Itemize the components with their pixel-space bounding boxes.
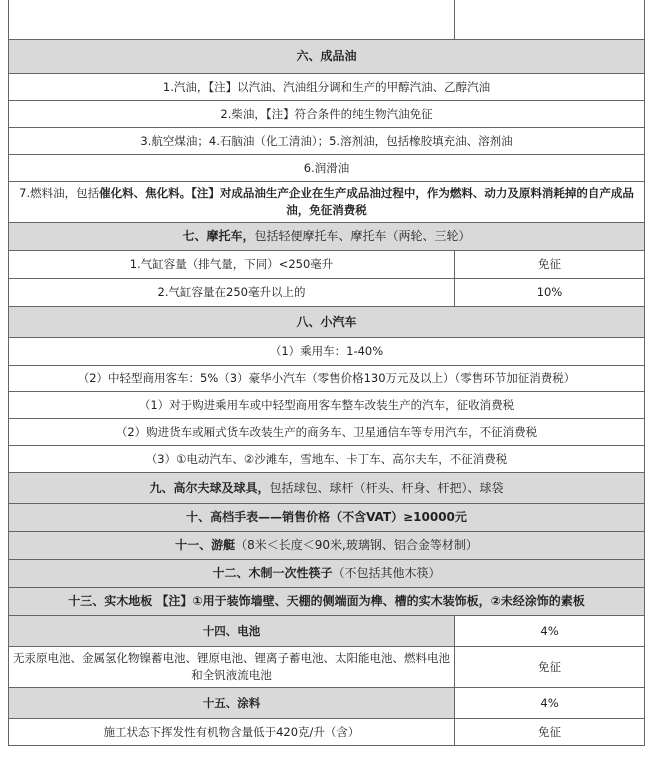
blank-cell	[455, 0, 645, 40]
section-title-bold: 十一、游艇	[175, 538, 236, 552]
section-header-8	[9, 307, 645, 338]
table-row	[9, 182, 645, 223]
section-title-note: 包括轻便摩托车、摩托车（两轮、三轮）	[254, 229, 471, 243]
section-title: 十、高档手表——销售价格（不含VAT）≥10000元	[9, 504, 645, 532]
table-row	[9, 419, 645, 446]
section-header-12	[9, 560, 645, 588]
consumption-tax-table	[8, 0, 645, 746]
section-title: 十三、实木地板 【注】①用于装饰墙壁、天棚的侧端面为榫、槽的实木装饰板，②未经涂饰的素板	[9, 588, 645, 616]
table-row	[9, 647, 645, 688]
row-text: （3）①电动汽车、②沙滩车，雪地车、卡丁车、高尔夫车，不征消费税	[9, 446, 645, 473]
item-label: 无汞原电池、金属氢化物镍蓄电池、锂原电池、锂离子蓄电池、太阳能电池、燃料电池和全钒液流电池	[9, 647, 455, 688]
table-row	[9, 366, 645, 392]
table-row	[9, 155, 645, 182]
section-title-note: 包括球包、球杆（杆头、杆身、杆把）、球袋	[269, 480, 504, 495]
section-title-note: （8米＜长度＜90米,玻璃钢、铝合金等材制）	[235, 538, 478, 552]
section-title-note: （不包括其他木筷）	[332, 566, 441, 580]
row-text	[9, 182, 645, 223]
section-title-bold: 九、高尔夫球及球具，	[149, 480, 270, 495]
tax-rate: 免征	[455, 719, 645, 746]
section-title	[9, 532, 645, 560]
top-partial-row	[9, 0, 645, 40]
section-title	[9, 560, 645, 588]
section-title-bold: 十二、木制一次性筷子	[212, 566, 333, 580]
tax-rate: 4%	[455, 688, 645, 719]
section-title-bold: 七、摩托车，	[182, 229, 255, 243]
section-header-10	[9, 504, 645, 532]
row-text: 3.航空煤油；4.石脑油（化工清油）；5.溶剂油，包括橡胶填充油、溶剂油	[9, 128, 645, 155]
section-title	[9, 223, 645, 251]
table-row	[9, 101, 645, 128]
section-header-9	[9, 473, 645, 504]
row-text-normal: 7.燃料油，包括	[19, 186, 100, 200]
item-label: 施工状态下挥发性有机物含量低于420克/升（含）	[9, 719, 455, 746]
section-title	[9, 473, 645, 504]
section-title: 六、成品油	[9, 40, 645, 74]
table-row	[9, 446, 645, 473]
tax-rate: 4%	[455, 616, 645, 647]
row-text: 1.汽油，【注】以汽油、汽油组分调和生产的甲醇汽油、乙醇汽油	[9, 74, 645, 101]
table-row	[9, 719, 645, 746]
row-text: 2.柴油，【注】符合条件的纯生物汽油免征	[9, 101, 645, 128]
tax-rate: 免征	[455, 647, 645, 688]
table-row	[9, 251, 645, 279]
table-row	[9, 74, 645, 101]
table-row	[9, 279, 645, 307]
section-title: 十四、电池	[9, 616, 455, 647]
section-header-7	[9, 223, 645, 251]
table-row	[9, 128, 645, 155]
tax-rate: 免征	[455, 251, 645, 279]
section-header-13	[9, 588, 645, 616]
table-row	[9, 338, 645, 366]
row-text: （1）对于购进乘用车或中轻型商用客车整车改装生产的汽车，征收消费税	[9, 392, 645, 419]
blank-cell	[9, 0, 455, 40]
section-header-15	[9, 688, 645, 719]
tax-rate: 10%	[455, 279, 645, 307]
section-title: 八、小汽车	[9, 307, 645, 338]
section-title: 十五、涂料	[9, 688, 455, 719]
table-row	[9, 392, 645, 419]
row-text: （1）乘用车：1-40%	[9, 338, 645, 366]
row-text-bold: 催化料、焦化料。【注】对成品油生产企业在生产成品油过程中，作为燃料、动力及原料消耗掉的自产成品油，免征消费税	[99, 186, 634, 217]
item-label: 1.气缸容量（排气量，下同）<250毫升	[9, 251, 455, 279]
row-text: （2）购进货车或厢式货车改装生产的商务车、卫星通信车等专用汽车，不征消费税	[9, 419, 645, 446]
section-header-6	[9, 40, 645, 74]
section-header-14	[9, 616, 645, 647]
item-label: 2.气缸容量在250毫升以上的	[9, 279, 455, 307]
section-header-11	[9, 532, 645, 560]
row-text: （2）中轻型商用客车：5%（3）豪华小汽车（零售价格130万元及以上）（零售环节加征消费税）	[9, 366, 645, 392]
row-text: 6.润滑油	[9, 155, 645, 182]
